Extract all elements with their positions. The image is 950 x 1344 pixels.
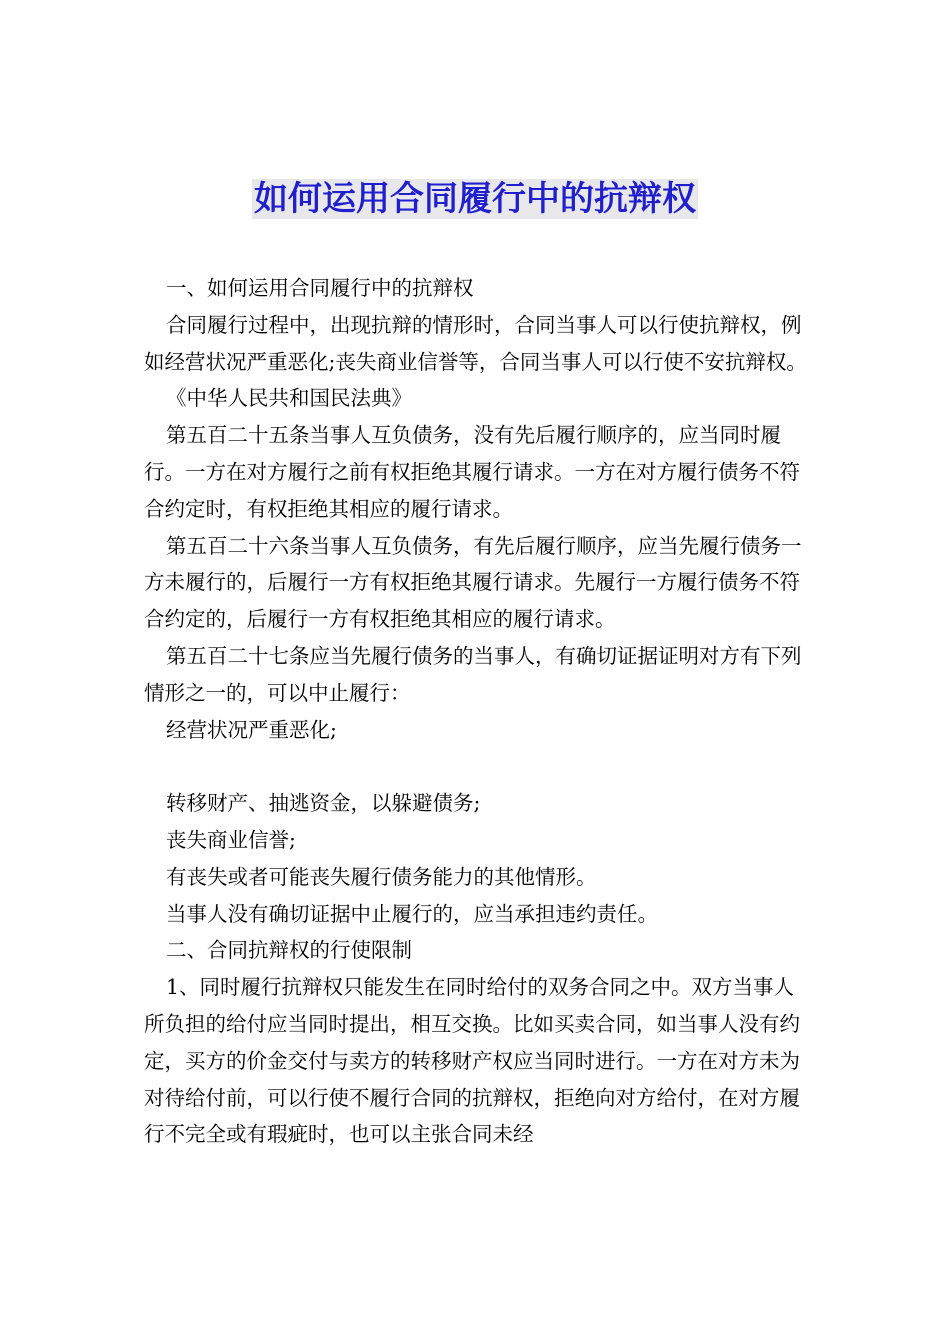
list-item: 有丧失或者可能丧失履行债务能力的其他情形。: [166, 864, 597, 889]
list-item: 经营状况严重恶化;: [166, 717, 337, 742]
list-item: 转移财产、抽逃资金，以躲避债务;: [166, 791, 481, 816]
article-527: 第五百二十七条应当先履行债务的当事人，有确切证据证明对方有下列情形之一的，可以中止履行：: [144, 643, 802, 705]
paragraph: 1、同时履行抗辩权只能发生在同时给付的双务合同之中。双方当事人所负担的给付应当同时提出，相互交换。比如买卖合同，如当事人没有约定，买方的价金交付与卖方的转移财产权应当同时进行。一方在对方未为对待给付前，可以行使不履行合同的抗辩权，拒绝向对方给付，在对方履行不完全或有瑕疵时，也可以主张合同未经: [144, 975, 800, 1147]
section-heading-2: 二、合同抗辩权的行使限制: [166, 938, 412, 963]
paragraph: 当事人没有确切证据中止履行的，应当承担违约责任。: [166, 901, 658, 926]
article-525: 第五百二十五条当事人互负债务，没有先后履行顺序的，应当同时履行。一方在对方履行之前有权拒绝其履行请求。一方在对方履行债务不符合约定时，有权拒绝其相应的履行请求。: [144, 423, 800, 521]
list-item: 丧失商业信誉;: [166, 827, 296, 852]
title-text: 如何运用合同履行中的抗辩权: [254, 179, 696, 219]
section-heading-1: 一、如何运用合同履行中的抗辩权: [166, 276, 474, 300]
law-title: 《中华人民共和国民法典》: [166, 386, 412, 411]
document-body: [144, 270, 814, 1153]
blank-line: [144, 748, 814, 785]
paragraph: 合同履行过程中，出现抗辩的情形时，合同当事人可以行使抗辩权，例如经营状况严重恶化;丧失商业信誉等，合同当事人可以行使不安抗辩权。: [144, 312, 807, 374]
article-526: 第五百二十六条当事人互负债务，有先后履行顺序，应当先履行债务一方未履行的，后履行一方有权拒绝其履行请求。先履行一方履行债务不符合约定的，后履行一方有权拒绝其相应的履行请求。: [144, 533, 802, 632]
document-title: [0, 172, 950, 226]
